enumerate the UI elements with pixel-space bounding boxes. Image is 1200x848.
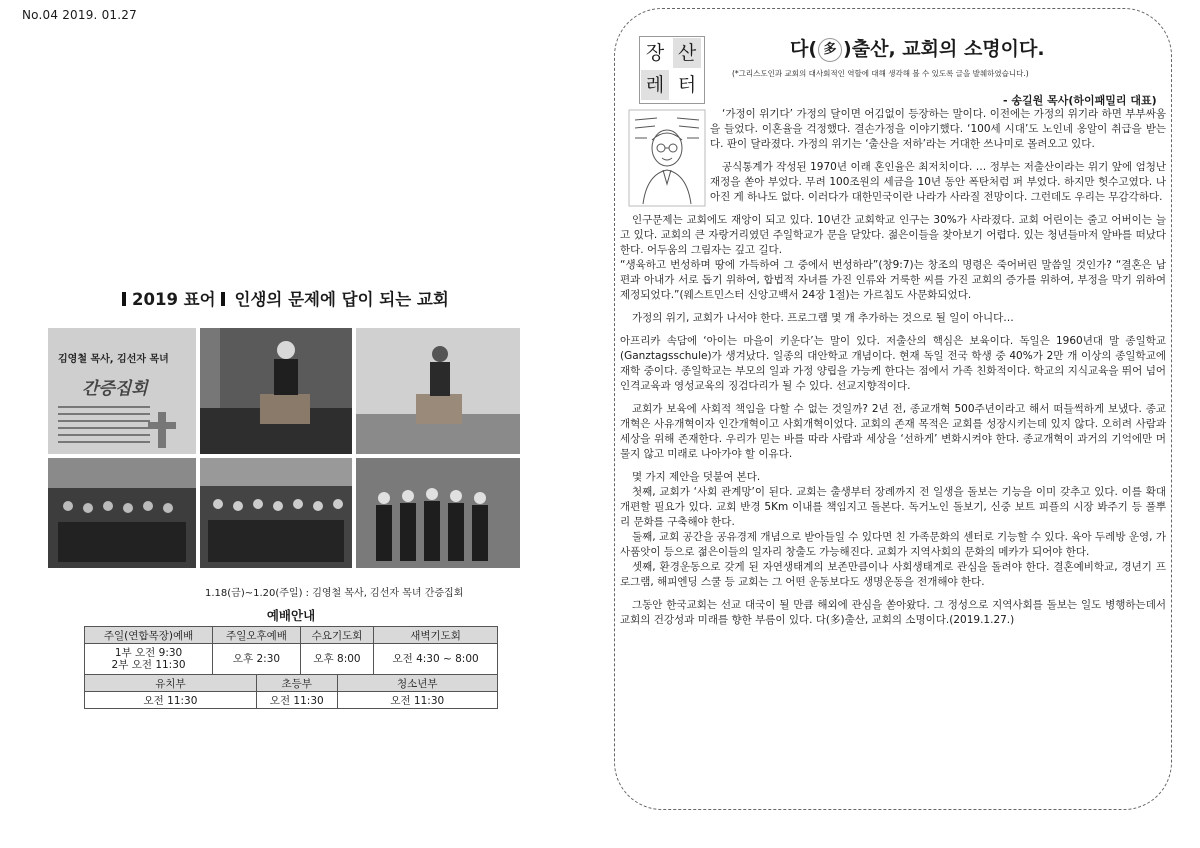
header-wednesday-prayer: 수요기도회 bbox=[300, 627, 373, 644]
event-poster bbox=[48, 328, 196, 454]
photo-caption: 1.18(금)~1.20(주일) : 김영철 목사, 김선자 목녀 간증집회 bbox=[205, 588, 464, 599]
value-wednesday-prayer: 오후 8:00 bbox=[300, 644, 373, 675]
paragraph-4: “생육하고 번성하며 땅에 가득하여 그 중에서 번성하라”(창9:7)는 창조의 명령은 죽어버린 말씀일 것인가? “결혼은 남편과 아내가 서로 돕기 위하여, 합법적 자녀를 가진 인류와 거룩한 씨를 가진 교회의 증가를 위하여, 부정을 막기 위하여 제정되었다.”(웨스트민스터 신앙고백서 24장 1절)는 가르침도 사문화되었다. bbox=[620, 259, 1166, 301]
paragraph-10: 둘째, 교회 공간을 공유경제 개념으로 받아들일 수 있다면 친 가족문화의 센터로 기능할 수 있다. 육아 두레방 운영, 가사품앗이 등으로 젊은이들의 일자리 창출도 가능해진다. 교회가 지역사회의 문화의 메카가 되어야 한다. bbox=[620, 531, 1166, 558]
value-sunday-afternoon: 오후 2:30 bbox=[213, 644, 301, 675]
letter-author: - 송길원 목사(하이패밀리 대표) bbox=[1003, 94, 1157, 107]
paragraph-5: 가정의 위기, 교회가 나서야 한다. 프로그램 몇 개 추가하는 것으로 될 일이 아니다… bbox=[632, 312, 1014, 324]
paragraph-9: 첫째, 교회가 ‘사회 관계망’이 된다. 교회는 출생부터 장례까지 전 일생을 돌보는 기능을 이미 갖추고 있다. 이를 확대 개편할 필요가 있다. 교회 반경 5Km 이내를 책임지고 돌본다. 독거노인 돌보기, 신중 보트 피플의 시장 봐주기 등 풀뿌리 문화를 구축해야 한다. bbox=[620, 486, 1166, 528]
value-first-service: 1부 오전 9:30 bbox=[114, 647, 183, 659]
issue-number: No.04 2019. 01.27 bbox=[22, 8, 137, 22]
cross-icon bbox=[48, 328, 196, 454]
header-dawn-prayer: 새벽기도회 bbox=[374, 627, 498, 644]
value-kindergarten: 오전 11:30 bbox=[85, 692, 257, 709]
header-sunday-afternoon: 주일오후예배 bbox=[213, 627, 301, 644]
value-elementary: 오전 11:30 bbox=[256, 692, 337, 709]
photo-wife-testimony bbox=[356, 328, 520, 454]
header-kindergarten: 유치부 bbox=[85, 675, 257, 692]
value-youth: 오전 11:30 bbox=[337, 692, 497, 709]
motto-year: 2019 표어 bbox=[132, 290, 216, 309]
letter-subtitle: (*그리스도인과 교회의 대사회적인 역할에 대해 생각해 볼 수 있도록 글을 발췌하였습니다.) bbox=[732, 69, 1029, 78]
photo-congregation-2 bbox=[200, 458, 352, 568]
paragraph-7: 교회가 보육에 사회적 책임을 다할 수 없는 것일까? 2년 전, 종교개혁 500주년이라고 해서 떠들썩하게 보냈다. 종교개혁은 사유개혁이자 인간개혁이고 사회개혁이었다. 교회의 존재 목적은 교회를 성장시키는데 있지 않다. 오히려 사람과 세상을 위해 존재한다. 우리가 믿는 바를 따라 사람과 세상을 ‘선하게’ 변화시켜야 한다. 종교개혁이 과거의 기억에만 머물지 않고 미래로 나아가야 할 이유다. bbox=[620, 403, 1166, 460]
column-badge-char-3: 레 bbox=[641, 70, 669, 100]
event-photo-collage bbox=[48, 328, 520, 568]
poster-subtitle: 간증집회 bbox=[82, 379, 148, 399]
value-sunday-service bbox=[85, 644, 213, 675]
title-prefix: 다( bbox=[790, 38, 818, 60]
paragraph-11: 셋째, 환경운동으로 갖게 된 자연생태계의 보존만큼이나 사회생태계로 관심을 돌려야 한다. 결혼예비학교, 경년기 프로그램, 해피엔딩 스쿨 등 교회는 그 어떤 운동보다도 생명운동을 전개해야 한다. bbox=[620, 561, 1166, 588]
letter-title bbox=[790, 34, 1045, 62]
paragraph-6: 아프리카 속담에 ‘아이는 마을이 키운다’는 말이 있다. 저출산의 핵심은 보육이다. 독일은 1960년대 말 종일학교(Ganztagsschule)가 생겨났다. 일종의 대안학교 개념이다. 현재 독일 전국 학생 중 40%가 2만 개 이상의 종일학교에 재학 중이다. 종일학교는 부모의 일과 가정 양립을 가능케 한다는 점에서 가족 친화적이다. 학교의 지식교육을 뛰어 넘어 인격교육과 영성교육의 징검다리가 될 수 있다. 선교지향적이다. bbox=[620, 335, 1166, 392]
title-hanja: 多 bbox=[818, 38, 842, 62]
motto-text: 인생의 문제에 답이 되는 교회 bbox=[234, 290, 449, 309]
paragraph-3: 인구문제는 교회에도 재앙이 되고 있다. 10년간 교회학교 인구는 30%가 사라졌다. 교회 어린이는 줄고 어버이는 늘고 있다. 교회의 큰 자랑거리였던 주일학교가 문을 닫았다. 젊은이들을 찾아보기 어렵다. 있는 청년들마저 알바를 떠났다 한다. 어두움의 그림자는 깊고 길다. bbox=[620, 214, 1166, 256]
worship-table-title: 예배안내 bbox=[85, 604, 498, 627]
photo-group bbox=[356, 458, 520, 568]
photo-congregation-1 bbox=[48, 458, 196, 568]
paragraph-12: 그동안 한국교회는 선교 대국이 될 만큼 해외에 관심을 쏟아왔다. 그 정성으로 지역사회를 돌보는 일도 병행하는데서 교회의 건강성과 미래를 향한 부름이 있다. 다(多)출산, 교회의 소명이다.(2019.1.27.) bbox=[620, 599, 1166, 626]
paragraph-8: 몇 가지 제안을 덧붙여 본다. bbox=[632, 471, 761, 483]
paragraph-1: ‘가정이 위기다’ 가정의 달이면 어김없이 등장하는 말이다. 이전에는 가정의 위기라 하면 부부싸움을 들었다. 이혼율을 걱정했다. 결손가정을 이야기했다. ‘100세 시대’도 노인네 옹알이 취급을 받는다. 판이 달라졌다. 가정의 위기는 ‘출산을 저하’라는 거대한 쓰나미로 몰려오고 있다. bbox=[710, 108, 1166, 150]
annual-motto bbox=[122, 286, 449, 310]
header-sunday-service: 주일(연합목장)예배 bbox=[85, 627, 213, 644]
column-badge-char-2: 산 bbox=[673, 38, 701, 68]
header-elementary: 초등부 bbox=[256, 675, 337, 692]
value-second-service: 2부 오전 11:30 bbox=[111, 659, 186, 671]
photo-pastor-sermon bbox=[200, 328, 352, 454]
paragraph-2: 공식통계가 작성된 1970년 이래 혼인율은 최저치이다. … 정부는 저출산이라는 위기 앞에 엄청난 재정을 쏟아 부었다. 무려 100조원의 세금을 10년 동안 폭탄처럼 퍼 부었다. 하지만 헛수고였다. 나아진 게 하나도 없다. 이러다가 대한민국이란 나라가 사라질 전망이다. 그런데도 우리는 무감각하다. bbox=[710, 161, 1166, 203]
value-dawn-prayer: 오전 4:30 ~ 8:00 bbox=[374, 644, 498, 675]
title-suffix: )출산, 교회의 소명이다. bbox=[843, 38, 1045, 60]
header-youth: 청소년부 bbox=[337, 675, 497, 692]
letter-body bbox=[620, 107, 1166, 636]
motto-bar-right bbox=[221, 292, 225, 306]
worship-schedule-table bbox=[84, 604, 498, 709]
poster-title: 김영철 목사, 김선자 목녀 bbox=[58, 354, 169, 365]
column-badge-char-4: 터 bbox=[677, 74, 697, 96]
column-badge-char-1: 장 bbox=[645, 42, 665, 64]
motto-bar-left bbox=[122, 292, 126, 306]
